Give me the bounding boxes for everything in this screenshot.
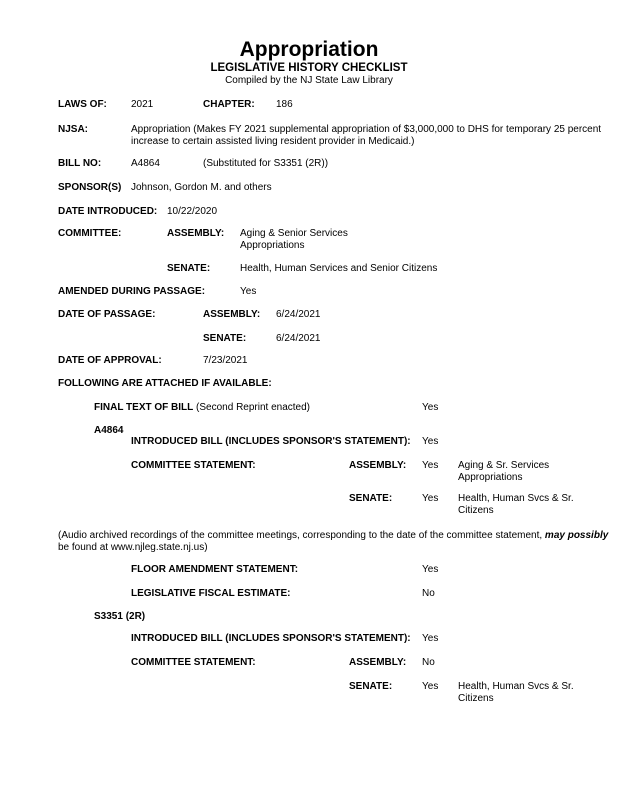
passage-senate-label: SENATE: xyxy=(203,333,247,344)
s3351-introduced-label: INTRODUCED BILL (INCLUDES SPONSOR'S STATEMENT): xyxy=(131,633,411,644)
bill-no-value: A4864 xyxy=(131,158,160,169)
a4864-heading: A4864 xyxy=(94,425,124,436)
floor-amendment-value: Yes xyxy=(422,564,439,575)
passage-assembly-label: ASSEMBLY: xyxy=(203,309,261,320)
bill-no-label: BILL NO: xyxy=(58,158,102,169)
committee-label: COMMITTEE: xyxy=(58,228,122,239)
fiscal-estimate-value: No xyxy=(422,588,435,599)
s3351-senate-label: SENATE: xyxy=(349,681,393,692)
a4864-senate-committee-2: Citizens xyxy=(458,505,494,516)
floor-amendment-label: FLOOR AMENDMENT STATEMENT: xyxy=(131,564,299,575)
a4864-assembly-label: ASSEMBLY: xyxy=(349,460,407,471)
a4864-assembly-value: Yes xyxy=(422,460,439,471)
committee-assembly-line-2: Appropriations xyxy=(240,240,305,251)
passage-senate-value: 6/24/2021 xyxy=(276,333,321,344)
s3351-senate-committee-2: Citizens xyxy=(458,693,494,704)
s3351-introduced-value: Yes xyxy=(422,633,439,644)
committee-assembly-label: ASSEMBLY: xyxy=(167,228,225,239)
audio-note-line-2: be found at www.njleg.state.nj.us) xyxy=(58,542,208,553)
s3351-committee-label: COMMITTEE STATEMENT: xyxy=(131,657,256,668)
a4864-introduced-label: INTRODUCED BILL (INCLUDES SPONSOR'S STATEMENT): xyxy=(131,436,411,447)
audio-note-text: (Audio archived recordings of the committee meetings, corresponding to the date of the committee statement, xyxy=(58,530,543,541)
committee-senate-label: SENATE: xyxy=(167,263,211,274)
approval-value: 7/23/2021 xyxy=(203,355,248,366)
page-title: Appropriation xyxy=(239,38,379,61)
date-introduced-label: DATE INTRODUCED: xyxy=(58,206,158,217)
njsa-line-1: Appropriation (Makes FY 2021 supplemental appropriation of $3,000,000 to DHS for temporary 25 percent xyxy=(131,124,602,135)
amended-value: Yes xyxy=(240,286,257,297)
passage-assembly-value: 6/24/2021 xyxy=(276,309,321,320)
attached-heading: FOLLOWING ARE ATTACHED IF AVAILABLE: xyxy=(58,378,272,389)
chapter-label: CHAPTER: xyxy=(203,99,255,110)
compiled-by: Compiled by the NJ State Law Library xyxy=(225,75,393,86)
final-text-value: Yes xyxy=(422,402,439,413)
audio-note-emphasis: may possibly xyxy=(544,530,609,541)
audio-note-line-1 xyxy=(58,530,608,542)
a4864-senate-committee-1: Health, Human Svcs & Sr. xyxy=(458,493,574,504)
a4864-assembly-committee-1: Aging & Sr. Services xyxy=(458,460,550,471)
laws-of-value: 2021 xyxy=(131,99,154,110)
s3351-senate-value: Yes xyxy=(422,681,439,692)
njsa-label: NJSA: xyxy=(58,124,89,135)
a4864-senate-label: SENATE: xyxy=(349,493,393,504)
a4864-senate-value: Yes xyxy=(422,493,439,504)
a4864-assembly-committee-2: Appropriations xyxy=(458,472,523,483)
s3351-assembly-value: No xyxy=(422,657,435,668)
committee-assembly-line-1: Aging & Senior Services xyxy=(240,228,348,239)
a4864-committee-label: COMMITTEE STATEMENT: xyxy=(131,460,256,471)
laws-of-label: LAWS OF: xyxy=(58,99,107,110)
sponsor-value: Johnson, Gordon M. and others xyxy=(131,182,272,193)
page-subtitle: LEGISLATIVE HISTORY CHECKLIST xyxy=(210,62,408,74)
committee-senate-value: Health, Human Services and Senior Citizens xyxy=(240,263,438,274)
final-text-note: (Second Reprint enacted) xyxy=(196,402,311,413)
approval-label: DATE OF APPROVAL: xyxy=(58,355,162,366)
s3351-heading: S3351 (2R) xyxy=(94,611,146,622)
sponsor-label: SPONSOR(S) xyxy=(58,182,122,193)
bill-no-note: (Substituted for S3351 (2R)) xyxy=(203,158,329,169)
s3351-assembly-label: ASSEMBLY: xyxy=(349,657,407,668)
final-text-label: FINAL TEXT OF BILL xyxy=(94,402,194,413)
final-text-row xyxy=(94,402,310,414)
a4864-introduced-value: Yes xyxy=(422,436,439,447)
date-introduced-value: 10/22/2020 xyxy=(167,206,218,217)
amended-label: AMENDED DURING PASSAGE: xyxy=(58,286,206,297)
passage-label: DATE OF PASSAGE: xyxy=(58,309,156,320)
chapter-value: 186 xyxy=(276,99,293,110)
s3351-senate-committee-1: Health, Human Svcs & Sr. xyxy=(458,681,574,692)
njsa-line-2: increase to certain assisted living resident provider in Medicaid.) xyxy=(131,136,415,147)
fiscal-estimate-label: LEGISLATIVE FISCAL ESTIMATE: xyxy=(131,588,291,599)
